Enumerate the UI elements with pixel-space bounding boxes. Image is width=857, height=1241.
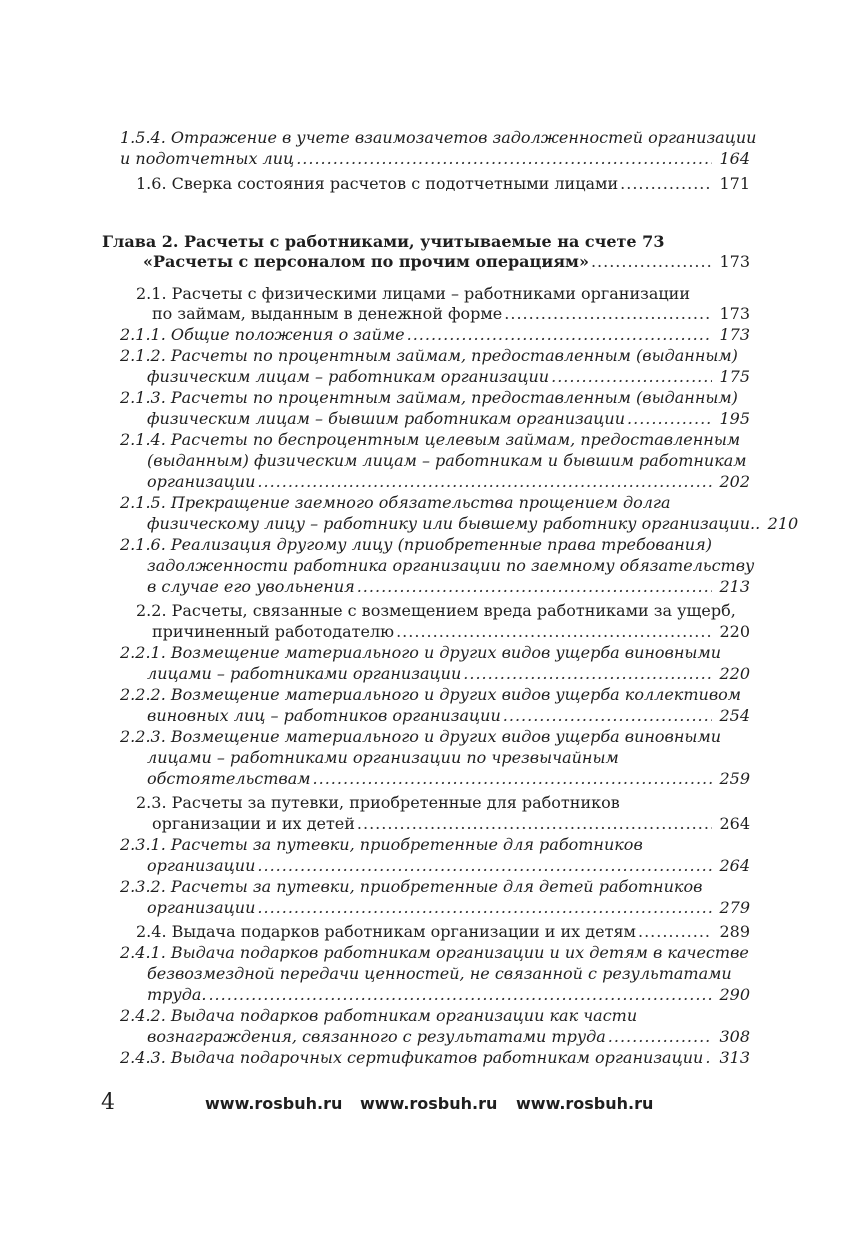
toc-line: 2.1.6. Реализация другому лицу (приобретенные права требования) (120, 535, 712, 554)
page-ref: 195 (719, 409, 750, 428)
toc-line: по займам, выданным в денежной форме ..... 173 (152, 303, 750, 324)
page-ref: 308 (719, 1027, 750, 1046)
leader-dots (208, 984, 712, 1005)
leader-dots (620, 173, 712, 194)
toc-line: организации ..... 279 (147, 897, 750, 918)
toc-line: и подотчетных лиц ..... 164 (120, 148, 750, 169)
page-ref: 313 (719, 1048, 750, 1067)
leader-dots (313, 768, 712, 789)
page-footer (0, 1090, 857, 1120)
website-link: www.rosbuh.ru (360, 1094, 498, 1113)
toc-line: труда. ..... 290 (147, 984, 750, 1005)
page-ref: 259 (719, 769, 750, 788)
toc-line: причиненный работодателю ..... 220 (152, 621, 750, 642)
toc-line: 2.1.1. Общие положения о займе ..... 173 (120, 324, 750, 345)
page-ref: 290 (719, 985, 750, 1004)
website-link: www.rosbuh.ru (205, 1094, 343, 1113)
toc-line: 2.2. Расчеты, связанные с возмещением вреда работниками за ущерб, (136, 601, 736, 620)
leader-dots (551, 366, 712, 387)
toc-line: физическим лицам – бывшим работникам организации ..... 195 (147, 408, 750, 429)
leader-dots (463, 663, 712, 684)
toc-line: обстоятельствам ..... 259 (147, 768, 750, 789)
toc-line: 2.4.2. Выдача подарков работникам организации как части (120, 1006, 638, 1025)
chapter-title: Глава 2. Расчеты с работниками, учитываемые на счете 73 (102, 232, 665, 251)
leader-dots (591, 251, 712, 272)
toc-line: 1.6. Сверка состояния расчетов с подотчетными лицами ..... 171 (136, 173, 750, 194)
page-number: 4 (101, 1090, 115, 1115)
chapter-title: «Расчеты с персоналом по прочим операциям» ..... 173 (143, 251, 750, 272)
toc-line: 2.3.2. Расчеты за путевки, приобретенные для детей работников (120, 877, 703, 896)
leader-dots (638, 921, 712, 942)
leader-dots (407, 324, 712, 345)
toc-line: 2.1.5. Прекращение заемного обязательства прощением долга (120, 493, 671, 512)
page-ref: 264 (719, 814, 750, 833)
toc-line: 2.4.1. Выдача подарков работникам организации и их детям в качестве (120, 943, 749, 962)
leader-dots (627, 408, 712, 429)
leader-dots (705, 1047, 712, 1068)
leader-dots (257, 897, 712, 918)
page-ref: 279 (719, 898, 750, 917)
toc-line: виновных лиц – работников организации ..... 254 (147, 705, 750, 726)
toc-line: 2.1.4. Расчеты по беспроцентным целевым займам, предоставленным (120, 430, 741, 449)
leader-dots (357, 576, 712, 597)
page-ref: 264 (719, 856, 750, 875)
toc-line: (выданным) физическим лицам – работникам и бывшим работникам (147, 451, 747, 470)
leader-dots (257, 471, 712, 492)
leader-dots (503, 705, 712, 726)
toc-line: физическим лицам – работникам организации ..... 175 (147, 366, 750, 387)
toc-line: организации ..... 202 (147, 471, 750, 492)
toc-line: организации ..... 264 (147, 855, 750, 876)
toc-line: организации и их детей ..... 264 (152, 813, 750, 834)
page-ref: 289 (719, 922, 750, 941)
toc-line: задолженности работника организации по заемному обязательству (147, 556, 755, 575)
toc-line: в случае его увольнения ..... 213 (147, 576, 750, 597)
toc-line: 2.3. Расчеты за путевки, приобретенные для работников (136, 793, 620, 812)
leader-dots (608, 1026, 712, 1047)
toc-line: 2.1.2. Расчеты по процентным займам, предоставленным (выданным) (120, 346, 738, 365)
page-ref: 210 (767, 514, 799, 533)
toc-line: 2.2.3. Возмещение материального и других видов ущерба виновными (120, 727, 722, 746)
toc-line: 2.4.3. Выдача подарочных сертификатов работникам организации ..... 313 (120, 1047, 750, 1068)
toc-line: безвозмездной передачи ценностей, не связанной с результатами (147, 964, 732, 983)
page-ref: 220 (719, 622, 750, 641)
toc-line: 2.2.2. Возмещение материального и других видов ущерба коллективом (120, 685, 742, 704)
toc-line: 1.5.4. Отражение в учете взаимозачетов задолженностей организации (120, 128, 757, 147)
website-link: www.rosbuh.ru (516, 1094, 654, 1113)
page-ref: 164 (719, 149, 750, 168)
page-ref: 173 (719, 304, 750, 323)
toc-line: 2.1. Расчеты с физическими лицами – работниками организации (136, 284, 690, 303)
page-ref: 202 (719, 472, 750, 491)
toc-line: вознаграждения, связанного с результатами труда ..... 308 (147, 1026, 750, 1047)
page-ref: 175 (719, 367, 750, 386)
leader-dots (257, 855, 712, 876)
leader-dots (396, 621, 712, 642)
toc-line: физическому лицу – работнику или бывшему работнику организации.. 210 (147, 514, 799, 533)
toc-line: 2.1.3. Расчеты по процентным займам, предоставленным (выданным) (120, 388, 738, 407)
page-ref: 254 (719, 706, 750, 725)
toc-line: 2.3.1. Расчеты за путевки, приобретенные для работников (120, 835, 643, 854)
toc-line: лицами – работниками организации по чрезвычайным (147, 748, 619, 767)
toc-line: лицами – работниками организации ..... 220 (147, 663, 750, 684)
page-ref: 213 (719, 577, 750, 596)
leader-dots (296, 148, 712, 169)
page-ref: 171 (719, 174, 750, 193)
leader-dots (504, 303, 712, 324)
toc-line: 2.4. Выдача подарков работникам организации и их детям ..... 289 (136, 921, 750, 942)
page-ref: 173 (719, 252, 750, 271)
page-ref: 173 (719, 325, 750, 344)
page-ref: 220 (719, 664, 750, 683)
leader-dots (357, 813, 712, 834)
toc-line: 2.2.1. Возмещение материального и других видов ущерба виновными (120, 643, 722, 662)
